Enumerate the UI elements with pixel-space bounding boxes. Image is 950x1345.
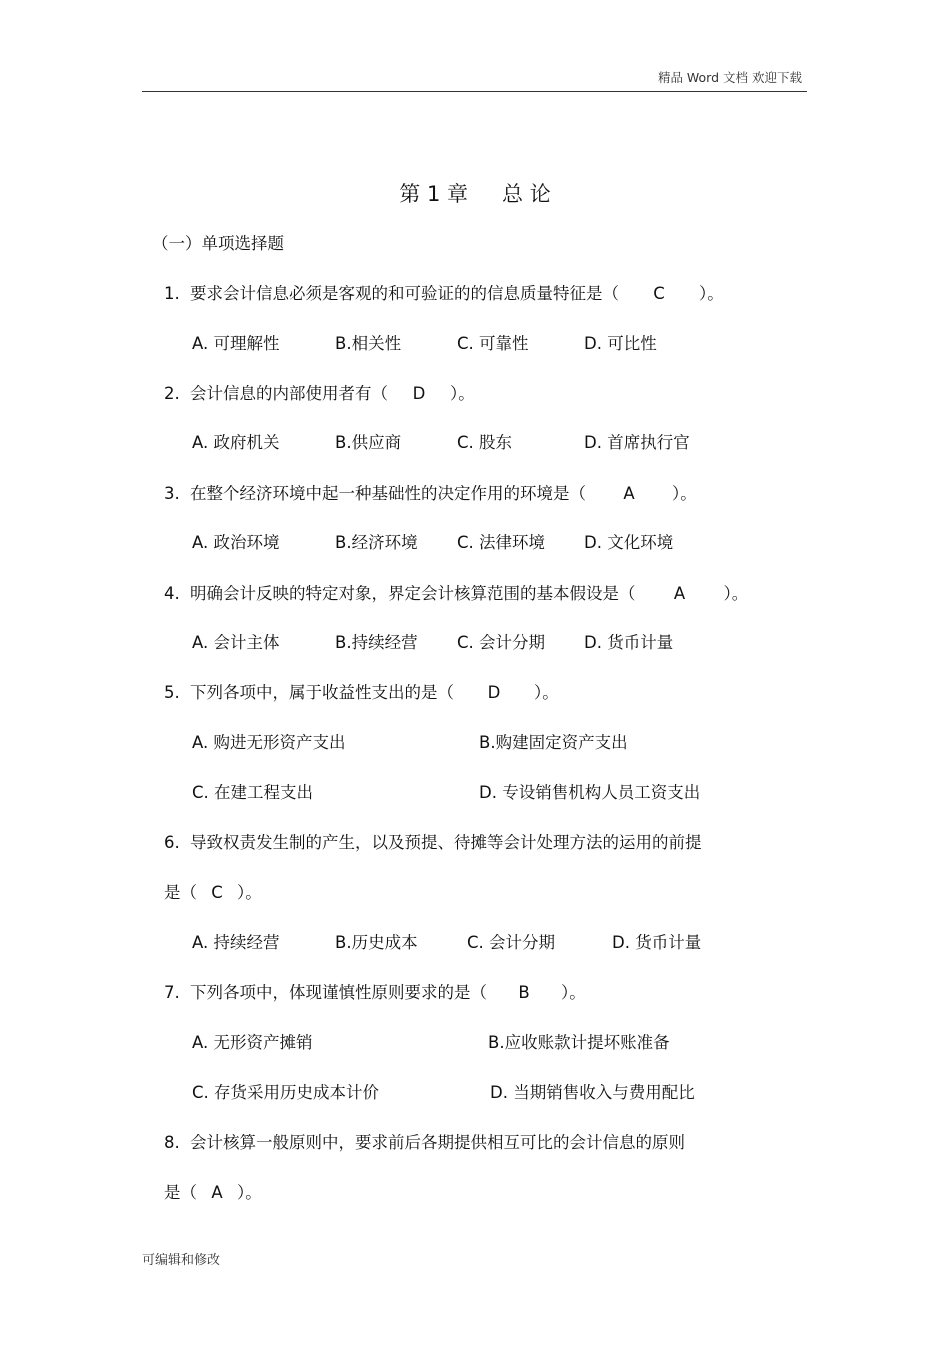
question-stem-continued: 是（: [164, 883, 197, 902]
question-6: [164, 829, 702, 853]
option-d: D. 首席执行官: [584, 433, 690, 452]
option-a: A. 会计主体: [192, 633, 280, 652]
question-close: ）。: [561, 983, 586, 1002]
option-a: A. 持续经营: [192, 933, 280, 952]
option-d: D. 货币计量: [584, 633, 674, 652]
option-d: D. 当期销售收入与费用配比: [490, 1083, 695, 1102]
option-c: C. 会计分期: [467, 933, 556, 952]
question-stem: 下列各项中，体现谨慎性原则要求的是（: [190, 983, 487, 1002]
option-a: A. 政府机关: [192, 433, 280, 452]
question-stem-continued: 是（: [164, 1183, 197, 1202]
answer: A: [623, 484, 635, 503]
question-stem: 会计信息的内部使用者有（: [190, 384, 388, 403]
option-a: A. 无形资产摊销: [192, 1033, 313, 1052]
question-8: [164, 1129, 685, 1153]
option-b: B.历史成本: [335, 933, 418, 952]
question-stem: 会计核算一般原则中，要求前后各期提供相互可比的会计信息的原则: [190, 1133, 685, 1152]
page-header: 精品 Word 文档 欢迎下载: [657, 70, 802, 85]
chapter-name: 总 论: [502, 182, 551, 206]
question-6-continued: [164, 879, 262, 903]
question-5: [164, 679, 559, 703]
option-b: B.供应商: [335, 433, 402, 452]
question-stem: 导致权责发生制的产生，以及预提、待摊等会计处理方法的运用的前提: [190, 833, 702, 852]
chapter-number: 第 1 章: [399, 182, 469, 206]
option-d: D. 货币计量: [612, 933, 702, 952]
option-a: A. 政治环境: [192, 533, 280, 552]
question-8-continued: [164, 1179, 262, 1203]
option-d: D. 文化环境: [584, 533, 674, 552]
option-c: C. 可靠性: [457, 334, 529, 353]
option-d: D. 可比性: [584, 334, 657, 353]
question-stem: 在整个经济环境中起一种基础性的决定作用的环境是（: [190, 484, 586, 503]
header-divider: [142, 91, 807, 92]
option-a: A. 可理解性: [192, 334, 280, 353]
answer: C: [211, 883, 223, 902]
option-b: B.持续经营: [335, 633, 418, 652]
question-number: 7.: [164, 983, 180, 1002]
option-c: C. 法律环境: [457, 533, 546, 552]
question-3: [164, 480, 697, 504]
question-close: ）。: [237, 883, 262, 902]
question-stem: 明确会计反映的特定对象，界定会计核算范围的基本假设是（: [190, 584, 636, 603]
question-1: [164, 280, 724, 304]
question-number: 1.: [164, 284, 180, 303]
question-4: [164, 580, 748, 604]
answer: A: [673, 584, 686, 603]
question-stem: 要求会计信息必须是客观的和可验证的的信息质量特征是（: [190, 284, 619, 303]
option-c: C. 在建工程支出: [192, 783, 314, 802]
question-7: [164, 979, 586, 1003]
option-b: B.应收账款计提坏账准备: [488, 1033, 670, 1052]
page-footer: 可编辑和修改: [142, 1253, 221, 1268]
option-b: B.相关性: [335, 334, 402, 353]
question-number: 2.: [164, 384, 180, 403]
question-2: [164, 380, 475, 404]
question-close: ）。: [450, 384, 475, 403]
answer: D: [412, 384, 426, 403]
option-b: B.经济环境: [335, 533, 418, 552]
option-b: B.购建固定资产支出: [479, 733, 628, 752]
option-c: C. 存货采用历史成本计价: [192, 1083, 380, 1102]
question-stem: 下列各项中，属于收益性支出的是（: [190, 683, 454, 702]
answer: D: [487, 683, 501, 702]
question-close: ）。: [699, 284, 724, 303]
answer: A: [211, 1183, 223, 1202]
option-a: A. 购进无形资产支出: [192, 733, 346, 752]
question-number: 4.: [164, 584, 180, 603]
question-number: 8.: [164, 1133, 180, 1152]
chapter-title: [0, 178, 950, 208]
question-close: ）。: [534, 683, 559, 702]
section-heading: （一）单项选择题: [152, 234, 284, 253]
option-c: C. 股东: [457, 433, 513, 452]
question-number: 3.: [164, 484, 180, 503]
answer: B: [518, 983, 530, 1002]
option-d: D. 专设销售机构人员工资支出: [479, 783, 701, 802]
question-close: ）。: [723, 584, 749, 603]
question-number: 5.: [164, 683, 180, 702]
option-c: C. 会计分期: [457, 633, 546, 652]
question-close: ）。: [672, 484, 697, 503]
answer: C: [653, 284, 665, 303]
question-close: ）。: [237, 1183, 262, 1202]
question-number: 6.: [164, 833, 180, 852]
